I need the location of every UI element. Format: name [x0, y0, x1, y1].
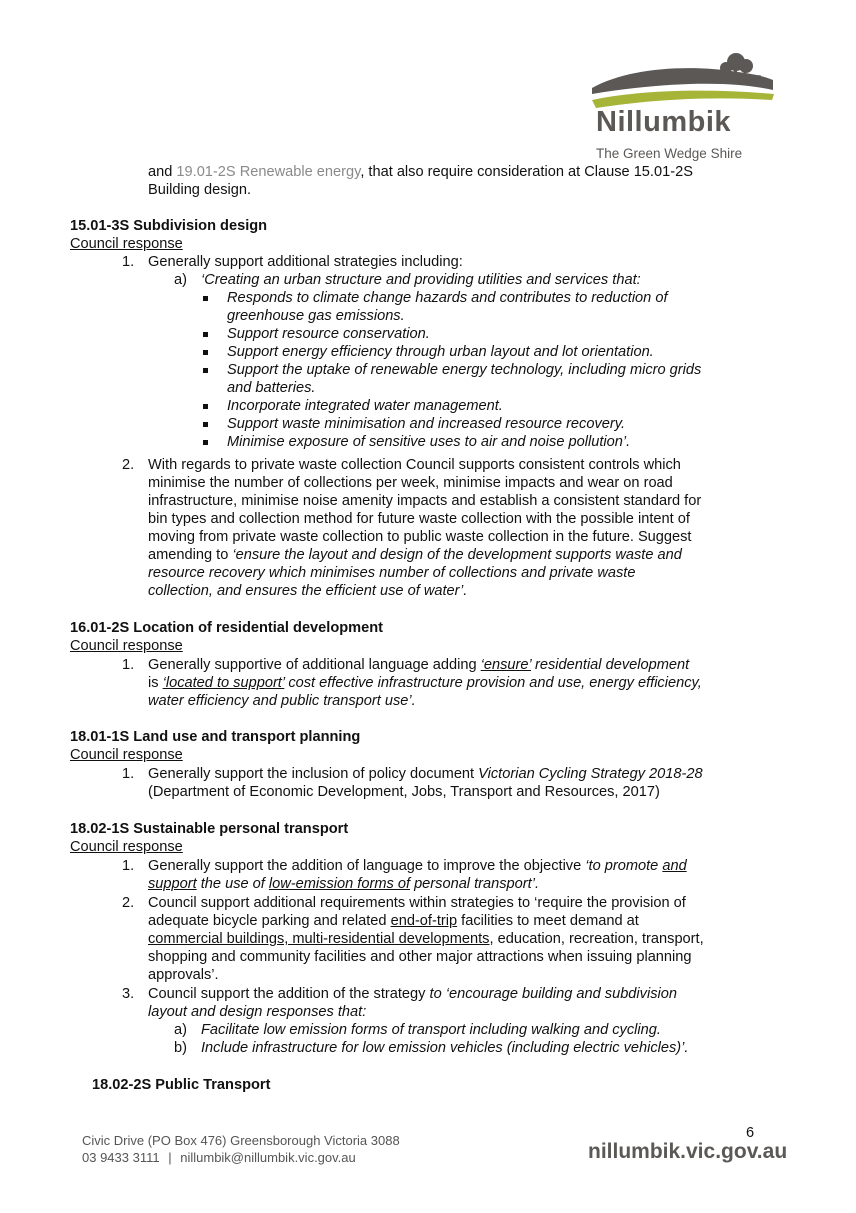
list-number: 1. [122, 858, 135, 874]
paragraph-line: shopping and community facilities and other major attractions when issuing planning [148, 949, 692, 965]
bullet-icon [203, 440, 208, 445]
bullet-text: Support the uptake of renewable energy technology, including micro grids [227, 362, 702, 378]
paragraph-line: moving from private waste collection to public waste collection in the future. Suggest [148, 529, 692, 545]
council-response-label: Council response [70, 236, 183, 252]
paragraph-line: commercial buildings, multi-residential developments, education, recreation, transport, [148, 931, 704, 947]
intro-reference: 19.01-2S Renewable energy [176, 164, 361, 180]
section-heading-sustainable-transport: 18.02-1S Sustainable personal transport [70, 821, 349, 837]
footer-contact [82, 1149, 356, 1166]
paragraph-line: amending to ‘ensure the layout and design of the development supports waste and [148, 547, 682, 563]
logo-name: Nillumbik [596, 106, 732, 138]
council-response-label: Council response [70, 747, 183, 763]
paragraph-line: layout and design responses that: [148, 1004, 367, 1020]
bullet-text: Minimise exposure of sensitive uses to air and noise pollution’. [227, 434, 631, 450]
paragraph-line: (Department of Economic Development, Jobs, Transport and Resources, 2017) [148, 784, 660, 800]
intro-line-1: and 19.01-2S Renewable energy, that also require consideration at Clause 15.01-2S [148, 164, 693, 180]
paragraph-line: Council support additional requirements within strategies to ‘require the provision of [148, 895, 686, 911]
list-number: 2. [122, 895, 135, 911]
paragraph-line: support the use of low-emission forms of personal transport’. [148, 876, 539, 892]
paragraph-line: water efficiency and public transport use’. [148, 693, 416, 709]
bullet-icon [203, 296, 208, 301]
bullet-text: Responds to climate change hazards and contributes to reduction of [227, 290, 668, 306]
paragraph-line: Generally supportive of additional language adding ‘ensure’ residential development [148, 657, 690, 673]
section-heading-land-use-transport: 18.01-1S Land use and transport planning [70, 729, 361, 745]
intro-line-2: Building design. [148, 182, 252, 198]
council-logo [588, 50, 778, 165]
logo-tagline: The Green Wedge Shire [596, 146, 743, 161]
footer-email[interactable]: nillumbik@nillumbik.vic.gov.au [180, 1150, 356, 1165]
bullet-text: and batteries. [227, 380, 316, 396]
footer-address: Civic Drive (PO Box 476) Greensborough Victoria 3088 [82, 1133, 400, 1148]
section-heading-residential-development: 16.01-2S Location of residential development [70, 620, 384, 636]
bullet-icon [203, 350, 208, 355]
sub-item-label: b) [174, 1040, 187, 1056]
bullet-text: Support energy efficiency through urban layout and lot orientation. [227, 344, 654, 360]
sub-item-text: Include infrastructure for low emission vehicles (including electric vehicles)’. [201, 1040, 689, 1056]
paragraph-line: is ‘located to support’ cost effective infrastructure provision and use, energy efficiency, [148, 675, 702, 691]
sub-item-label: a) [174, 1022, 187, 1038]
bullet-icon [203, 332, 208, 337]
page-number: 6 [746, 1125, 755, 1141]
bullet-icon [203, 404, 208, 409]
bullet-text: Support waste minimisation and increased resource recovery. [227, 416, 625, 432]
list-number: 3. [122, 986, 135, 1002]
bullet-icon [203, 368, 208, 373]
sub-item-text: Facilitate low emission forms of transport including walking and cycling. [201, 1022, 661, 1038]
footer-separator: | [168, 1150, 172, 1165]
paragraph-line: adequate bicycle parking and related end-of-trip facilities to meet demand at [148, 913, 639, 929]
council-response-label: Council response [70, 638, 183, 654]
sub-item-label: a) [174, 272, 187, 288]
sub-item-text: ‘Creating an urban structure and providing utilities and services that: [201, 272, 641, 288]
paragraph-line: approvals’. [148, 967, 219, 983]
paragraph-line: infrastructure, minimise noise amenity impacts and establish a consistent standard for [148, 493, 702, 509]
section-heading-subdivision-design: 15.01-3S Subdivision design [70, 218, 268, 234]
bullet-text: greenhouse gas emissions. [227, 308, 405, 324]
bullet-icon [203, 422, 208, 427]
paragraph-line: minimise the number of collections per week, minimise impacts and wear on road [148, 475, 673, 491]
paragraph-line: bin types and collection method for future waste collection with the possible intent of [148, 511, 690, 527]
paragraph-line: resource recovery which minimises number of collections and private waste [148, 565, 636, 581]
section-heading-public-transport: 18.02-2S Public Transport [92, 1077, 271, 1093]
paragraph-line: collection, and ensures the efficient use of water’. [148, 583, 468, 599]
footer-phone: 03 9433 3111 [82, 1150, 160, 1165]
paragraph-line: With regards to private waste collection Council supports consistent controls which [148, 457, 681, 473]
bullet-text: Support resource conservation. [227, 326, 430, 342]
footer-website[interactable]: nillumbik.vic.gov.au [588, 1140, 788, 1163]
list-number: 1. [122, 657, 135, 673]
list-number: 1. [122, 254, 135, 270]
council-response-label: Council response [70, 839, 183, 855]
paragraph-line: Generally support the inclusion of policy document Victorian Cycling Strategy 2018-28 [148, 766, 703, 782]
list-number: 1. [122, 766, 135, 782]
bullet-text: Incorporate integrated water management. [227, 398, 503, 414]
list-number: 2. [122, 457, 135, 473]
paragraph-line: Generally support the addition of language to improve the objective ‘to promote and [148, 858, 687, 874]
list-item-text: Generally support additional strategies including: [148, 254, 463, 270]
paragraph-line: Council support the addition of the strategy to ‘encourage building and subdivision [148, 986, 677, 1002]
